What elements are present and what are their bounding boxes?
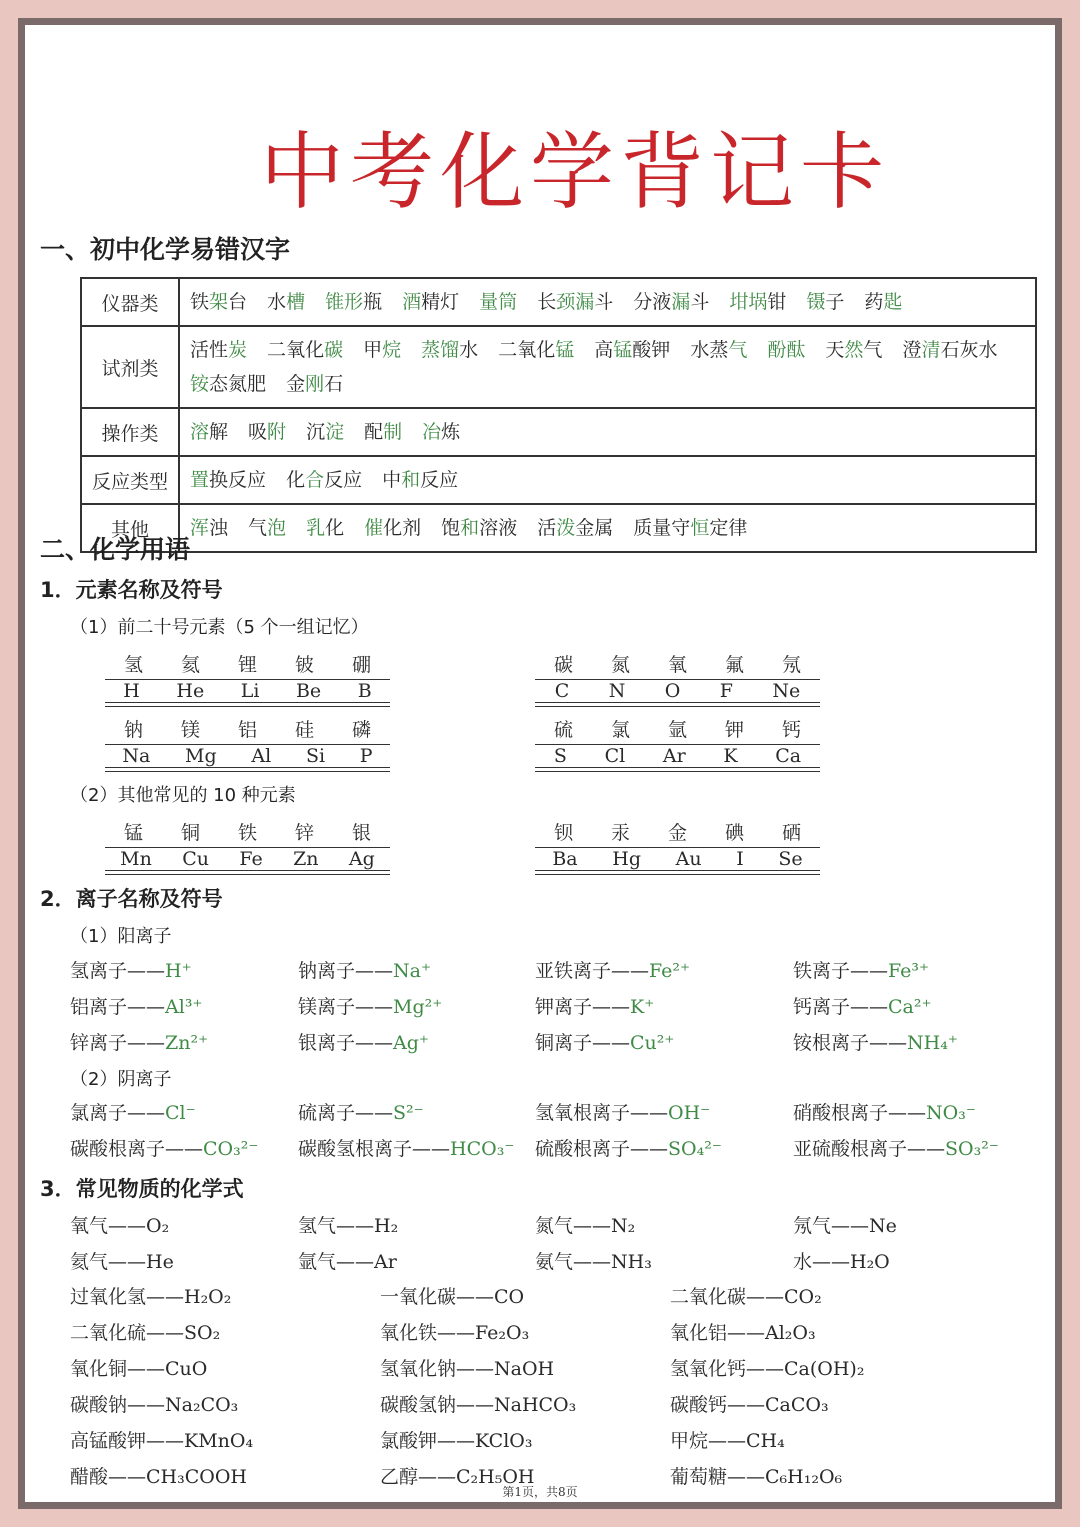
element-symbol: Ar (662, 745, 686, 767)
element-name: 硼 (351, 654, 371, 676)
formula-entry: 氖气——Ne (793, 1215, 897, 1237)
ion-symbol: H⁺ (165, 960, 192, 982)
ion-symbol: CO₃²⁻ (203, 1138, 259, 1160)
section-2-heading: 二、化学用语 (40, 535, 191, 564)
element-symbol: Al (251, 745, 272, 767)
element-symbol: I (736, 848, 744, 870)
ion-symbol: S²⁻ (393, 1102, 424, 1124)
ion-name: 亚硫酸根离子—— (793, 1138, 946, 1160)
ion-symbol: NH₄⁺ (907, 1032, 958, 1054)
element-group-4 (535, 715, 820, 768)
characters-table (80, 277, 1037, 553)
formula-entry: 氦气——He (70, 1251, 174, 1273)
element-symbol: Mg (185, 745, 217, 767)
ion-entry (298, 992, 442, 1019)
term: 坩埚钳 (729, 291, 787, 313)
ion-entry (793, 956, 929, 983)
ion-symbol: OH⁻ (668, 1102, 711, 1124)
formula-entry: 氢气——H₂ (298, 1215, 399, 1237)
element-symbol: Se (778, 848, 803, 870)
ion-entry (535, 992, 654, 1019)
formula-entry: 葡萄糖——C₆H₁₂O₆ (670, 1466, 843, 1488)
term: 二氧化锰 (498, 339, 575, 361)
ion-symbol: K⁺ (630, 996, 655, 1018)
ion-symbol: HCO₃⁻ (450, 1138, 515, 1160)
ion-entry (70, 1134, 258, 1161)
element-symbol: Au (675, 848, 702, 870)
term: 活性炭 (190, 339, 248, 361)
cations-heading: （1）阳离子 (70, 926, 172, 947)
term: 活泼金属 (537, 517, 614, 539)
table-row (81, 456, 1036, 504)
category-cell: 反应类型 (81, 456, 179, 504)
element-symbol: N (608, 680, 626, 702)
formula-entry: 碳酸钠——Na₂CO₃ (70, 1394, 239, 1416)
term: 质量守恒定律 (633, 517, 748, 539)
element-name: 硒 (781, 822, 801, 844)
term: 催化剂 (364, 517, 422, 539)
term: 铁架台 (190, 291, 248, 313)
element-name: 磷 (351, 719, 371, 741)
element-symbol: Cu (182, 848, 209, 870)
ion-symbol: SO₄²⁻ (668, 1138, 722, 1160)
element-name: 氯 (610, 719, 630, 741)
document-page (25, 25, 1055, 1502)
term: 金刚石 (286, 373, 344, 395)
ion-name: 氢离子—— (70, 960, 166, 982)
formula-entry: 氧化铜——CuO (70, 1358, 208, 1380)
ion-name: 钠离子—— (298, 960, 394, 982)
element-symbol: Na (122, 745, 151, 767)
term: 冶炼 (422, 421, 461, 443)
formula-entry: 二氧化硫——SO₂ (70, 1322, 221, 1344)
term: 分液漏斗 (633, 291, 710, 313)
term: 沉淀 (306, 421, 345, 443)
element-name: 镁 (180, 719, 200, 741)
element-name: 氧 (667, 654, 687, 676)
formula-entry: 甲烷——CH₄ (670, 1430, 785, 1452)
element-name: 氟 (724, 654, 744, 676)
element-name: 碘 (724, 822, 744, 844)
element-symbol: P (359, 745, 373, 767)
items-cell (179, 408, 1036, 456)
ion-name: 锌离子—— (70, 1032, 166, 1054)
element-symbol: Li (240, 680, 260, 702)
element-group-3 (105, 715, 390, 768)
formula-entry: 氢氧化钙——Ca(OH)₂ (670, 1358, 865, 1380)
page-footer: 第1页，共8页 (502, 1485, 578, 1499)
term: 酒精灯 (402, 291, 460, 313)
table-row (81, 278, 1036, 326)
category-cell: 其他 (81, 504, 179, 552)
term: 澄清石灰水 (902, 339, 998, 361)
element-name: 铝 (237, 719, 257, 741)
formula-entry: 水——H₂O (793, 1251, 890, 1273)
ion-entry (70, 992, 202, 1019)
ion-symbol: Zn²⁺ (165, 1032, 209, 1054)
element-name: 氮 (610, 654, 630, 676)
term: 吸附 (248, 421, 287, 443)
ion-entry (298, 1098, 424, 1125)
term: 水蒸气 (690, 339, 748, 361)
ion-entry (535, 1028, 674, 1055)
ion-name: 氢氧根离子—— (535, 1102, 669, 1124)
part-1b-heading: （2）其他常见的 10 种元素 (70, 785, 296, 806)
element-name: 氢 (123, 654, 143, 676)
ion-name: 碳酸根离子—— (70, 1138, 204, 1160)
element-symbol: C (554, 680, 570, 702)
part-1a-heading: （1）前二十号元素（5 个一组记忆） (70, 617, 369, 638)
ion-entry (793, 992, 932, 1019)
part-2-heading: 2．离子名称及符号 (40, 887, 223, 911)
page-title: 中考化学背记卡 (259, 123, 890, 221)
term: 药匙 (864, 291, 903, 313)
ion-name: 铝离子—— (70, 996, 166, 1018)
element-group-2 (535, 650, 820, 703)
table-row (81, 408, 1036, 456)
formula-entry: 高锰酸钾——KMnO₄ (70, 1430, 254, 1452)
ion-symbol: Na⁺ (393, 960, 431, 982)
term: 溶解 (190, 421, 229, 443)
element-symbol: S (553, 745, 567, 767)
element-symbol: Zn (293, 848, 319, 870)
element-symbol: Cl (604, 745, 626, 767)
category-cell: 操作类 (81, 408, 179, 456)
term: 浑浊 (190, 517, 229, 539)
formula-entry: 氧气——O₂ (70, 1215, 170, 1237)
term: 高锰酸钾 (594, 339, 671, 361)
term: 化合反应 (286, 469, 363, 491)
ion-entry (535, 1098, 710, 1125)
items-cell (179, 504, 1036, 552)
element-name: 铜 (180, 822, 200, 844)
element-name: 氦 (180, 654, 200, 676)
element-name: 锂 (237, 654, 257, 676)
term: 蒸馏水 (421, 339, 479, 361)
ion-name: 铜离子—— (535, 1032, 631, 1054)
ion-entry (70, 1028, 208, 1055)
element-name: 铍 (294, 654, 314, 676)
element-symbol: He (176, 680, 205, 702)
element-group-6 (535, 818, 820, 871)
element-symbol: Ne (772, 680, 801, 702)
term: 乳化 (306, 517, 345, 539)
formula-entry: 二氧化碳——CO₂ (670, 1286, 822, 1308)
ion-entry (298, 1028, 429, 1055)
formula-entry: 醋酸——CH₃COOH (70, 1466, 247, 1488)
ion-symbol: Ca²⁺ (888, 996, 932, 1018)
category-cell: 仪器类 (81, 278, 179, 326)
ion-entry (535, 956, 690, 983)
element-symbol: H (123, 680, 140, 702)
formula-entry: 碳酸钙——CaCO₃ (670, 1394, 829, 1416)
formula-entry: 氢氧化钠——NaOH (380, 1358, 555, 1380)
ion-symbol: SO₃²⁻ (945, 1138, 999, 1160)
ion-name: 硫酸根离子—— (535, 1138, 669, 1160)
formula-entry: 碳酸氢钠——NaHCO₃ (380, 1394, 577, 1416)
ion-symbol: Al³⁺ (165, 996, 203, 1018)
part-1-heading: 1．元素名称及符号 (40, 578, 223, 602)
ion-symbol: Ag⁺ (393, 1032, 429, 1054)
ion-name: 铵根离子—— (793, 1032, 908, 1054)
element-symbol: Ca (775, 745, 802, 767)
element-name: 钠 (123, 719, 143, 741)
formula-entry: 氮气——N₂ (535, 1215, 636, 1237)
table-row (81, 326, 1036, 408)
ion-entry (298, 956, 431, 983)
element-name: 氩 (667, 719, 687, 741)
element-name: 铁 (237, 822, 257, 844)
ion-entry (793, 1134, 999, 1161)
term: 量筒 (479, 291, 518, 313)
element-symbol: F (719, 680, 733, 702)
ion-symbol: Mg²⁺ (393, 996, 443, 1018)
term: 长颈漏斗 (537, 291, 614, 313)
term: 气泡 (248, 517, 287, 539)
formula-entry: 氨气——NH₃ (535, 1251, 652, 1273)
formula-entry: 氧化铁——Fe₂O₃ (380, 1322, 530, 1344)
element-name: 锰 (123, 822, 143, 844)
ion-entry (793, 1098, 976, 1125)
element-name: 汞 (610, 822, 630, 844)
ion-name: 钙离子—— (793, 996, 889, 1018)
element-group-5 (105, 818, 390, 871)
formula-entry: 氧化铝——Al₂O₃ (670, 1322, 816, 1344)
element-group-1 (105, 650, 390, 703)
part-3-heading: 3．常见物质的化学式 (40, 1177, 244, 1201)
element-symbol: Si (305, 745, 326, 767)
term: 饱和溶液 (441, 517, 518, 539)
ion-name: 硝酸根离子—— (793, 1102, 927, 1124)
formula-entry: 氩气——Ar (298, 1251, 397, 1273)
term: 天然气 (825, 339, 883, 361)
element-symbol: O (664, 680, 681, 702)
formula-entry: 氯酸钾——KClO₃ (380, 1430, 533, 1452)
term: 二氧化碳 (267, 339, 344, 361)
element-name: 硫 (553, 719, 573, 741)
term: 置换反应 (190, 469, 267, 491)
ion-symbol: Fe²⁺ (649, 960, 691, 982)
table-row (81, 504, 1036, 552)
element-name: 钡 (553, 822, 573, 844)
ion-name: 氯离子—— (70, 1102, 166, 1124)
items-cell (179, 456, 1036, 504)
section-1-heading: 一、初中化学易错汉字 (40, 235, 291, 264)
element-symbol: B (357, 680, 372, 702)
items-cell (179, 326, 1036, 408)
element-name: 硅 (294, 719, 314, 741)
ion-symbol: Cl⁻ (165, 1102, 196, 1124)
element-symbol: Ag (348, 848, 375, 870)
ion-symbol: Cu²⁺ (630, 1032, 675, 1054)
term: 中和反应 (382, 469, 459, 491)
ion-name: 钾离子—— (535, 996, 631, 1018)
ion-name: 碳酸氢根离子—— (298, 1138, 451, 1160)
anions-heading: （2）阴离子 (70, 1069, 172, 1090)
term: 锥形瓶 (325, 291, 383, 313)
ion-entry (535, 1134, 722, 1161)
element-symbol: Be (295, 680, 322, 702)
formula-entry: 一氧化碳——CO (380, 1286, 525, 1308)
formula-entry: 过氧化氢——H₂O₂ (70, 1286, 232, 1308)
items-cell (179, 278, 1036, 326)
element-symbol: Ba (552, 848, 578, 870)
ion-name: 硫离子—— (298, 1102, 394, 1124)
element-name: 锌 (294, 822, 314, 844)
ion-name: 镁离子—— (298, 996, 394, 1018)
term: 铵态氮肥 (190, 373, 267, 395)
element-name: 碳 (553, 654, 573, 676)
formula-entry: 乙醇——C₂H₅OH (380, 1466, 535, 1488)
ion-symbol: NO₃⁻ (926, 1102, 976, 1124)
element-symbol: Fe (239, 848, 263, 870)
element-name: 氖 (781, 654, 801, 676)
element-symbol: K (723, 745, 738, 767)
element-symbol: Mn (120, 848, 152, 870)
element-name: 钙 (781, 719, 801, 741)
category-cell: 试剂类 (81, 326, 179, 408)
element-name: 钾 (724, 719, 744, 741)
term: 甲烷 (363, 339, 402, 361)
ion-entry (298, 1134, 514, 1161)
ion-entry (70, 956, 192, 983)
element-symbol: Hg (612, 848, 641, 870)
ion-symbol: Fe³⁺ (888, 960, 930, 982)
ion-entry (70, 1098, 196, 1125)
ion-name: 亚铁离子—— (535, 960, 650, 982)
term: 配制 (364, 421, 403, 443)
element-name: 金 (667, 822, 687, 844)
element-name: 银 (351, 822, 371, 844)
term: 水槽 (267, 291, 306, 313)
ion-name: 银离子—— (298, 1032, 394, 1054)
ion-name: 铁离子—— (793, 960, 889, 982)
term: 镊子 (806, 291, 845, 313)
term: 酚酞 (767, 339, 806, 361)
ion-entry (793, 1028, 958, 1055)
